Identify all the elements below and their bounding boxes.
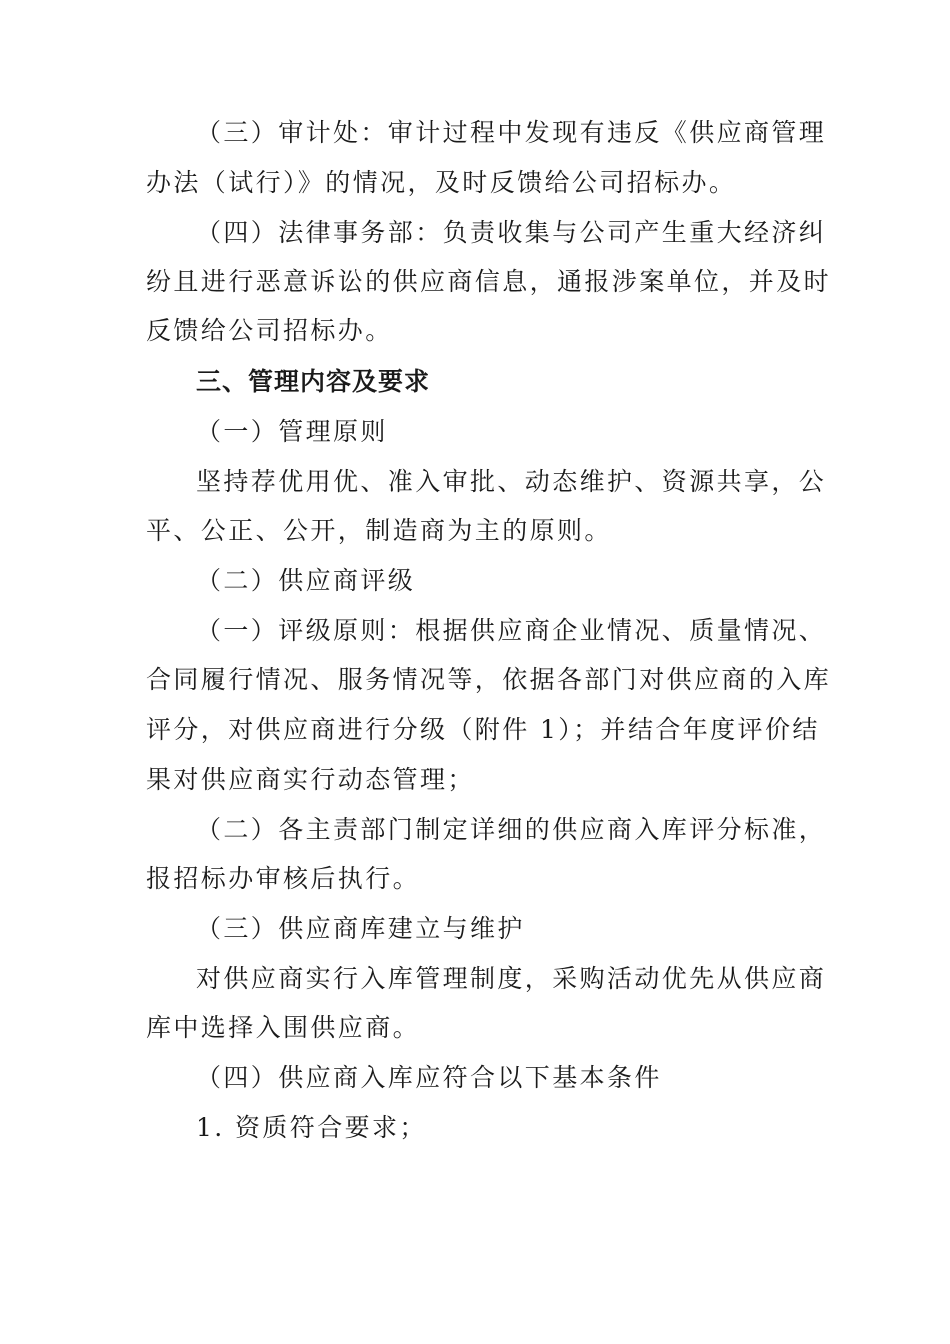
subheading-rating: （二）供应商评级 xyxy=(196,566,416,595)
paragraph-principles-line-1: 坚持荐优用优、准入审批、动态维护、资源共享，公 xyxy=(196,467,827,496)
paragraph-legal-line-2: 纷且进行恶意诉讼的供应商信息，通报涉案单位，并及时 xyxy=(146,267,832,296)
paragraph-rating-line-1: （一）评级原则：根据供应商企业情况、质量情况、 xyxy=(196,616,827,645)
paragraph-rating-line-3: 评分，对供应商进行分级（附件 1）；并结合年度评价结 xyxy=(146,715,820,744)
paragraph-audit-line-1: （三）审计处：审计过程中发现有违反《供应商管理 xyxy=(196,118,827,147)
list-item-1: 1. 资质符合要求； xyxy=(196,1113,427,1142)
paragraph-library-line-1: 对供应商实行入库管理制度，采购活动优先从供应商 xyxy=(196,964,827,993)
paragraph-rating-line-4: 果对供应商实行动态管理； xyxy=(146,765,475,794)
paragraph-library-line-2: 库中选择入围供应商。 xyxy=(146,1013,421,1042)
paragraph-audit-line-2: 办法（试行）》的情况，及时反馈给公司招标办。 xyxy=(146,168,737,197)
paragraph-rating-line-2: 合同履行情况、服务情况等，依据各部门对供应商的入库 xyxy=(146,665,832,694)
section-heading: 三、管理内容及要求 xyxy=(196,367,431,396)
subheading-principles: （一）管理原则 xyxy=(196,417,388,446)
paragraph-legal-line-1: （四）法律事务部：负责收集与公司产生重大经济纠 xyxy=(196,218,827,247)
subheading-conditions: （四）供应商入库应符合以下基本条件 xyxy=(196,1063,662,1092)
paragraph-scoring-line-2: 报招标办审核后执行。 xyxy=(146,864,421,893)
paragraph-scoring-line-1: （二）各主责部门制定详细的供应商入库评分标准， xyxy=(196,815,827,844)
subheading-library: （三）供应商库建立与维护 xyxy=(196,914,525,943)
paragraph-principles-line-2: 平、公正、公开，制造商为主的原则。 xyxy=(146,516,612,545)
paragraph-legal-line-3: 反馈给公司招标办。 xyxy=(146,316,393,345)
